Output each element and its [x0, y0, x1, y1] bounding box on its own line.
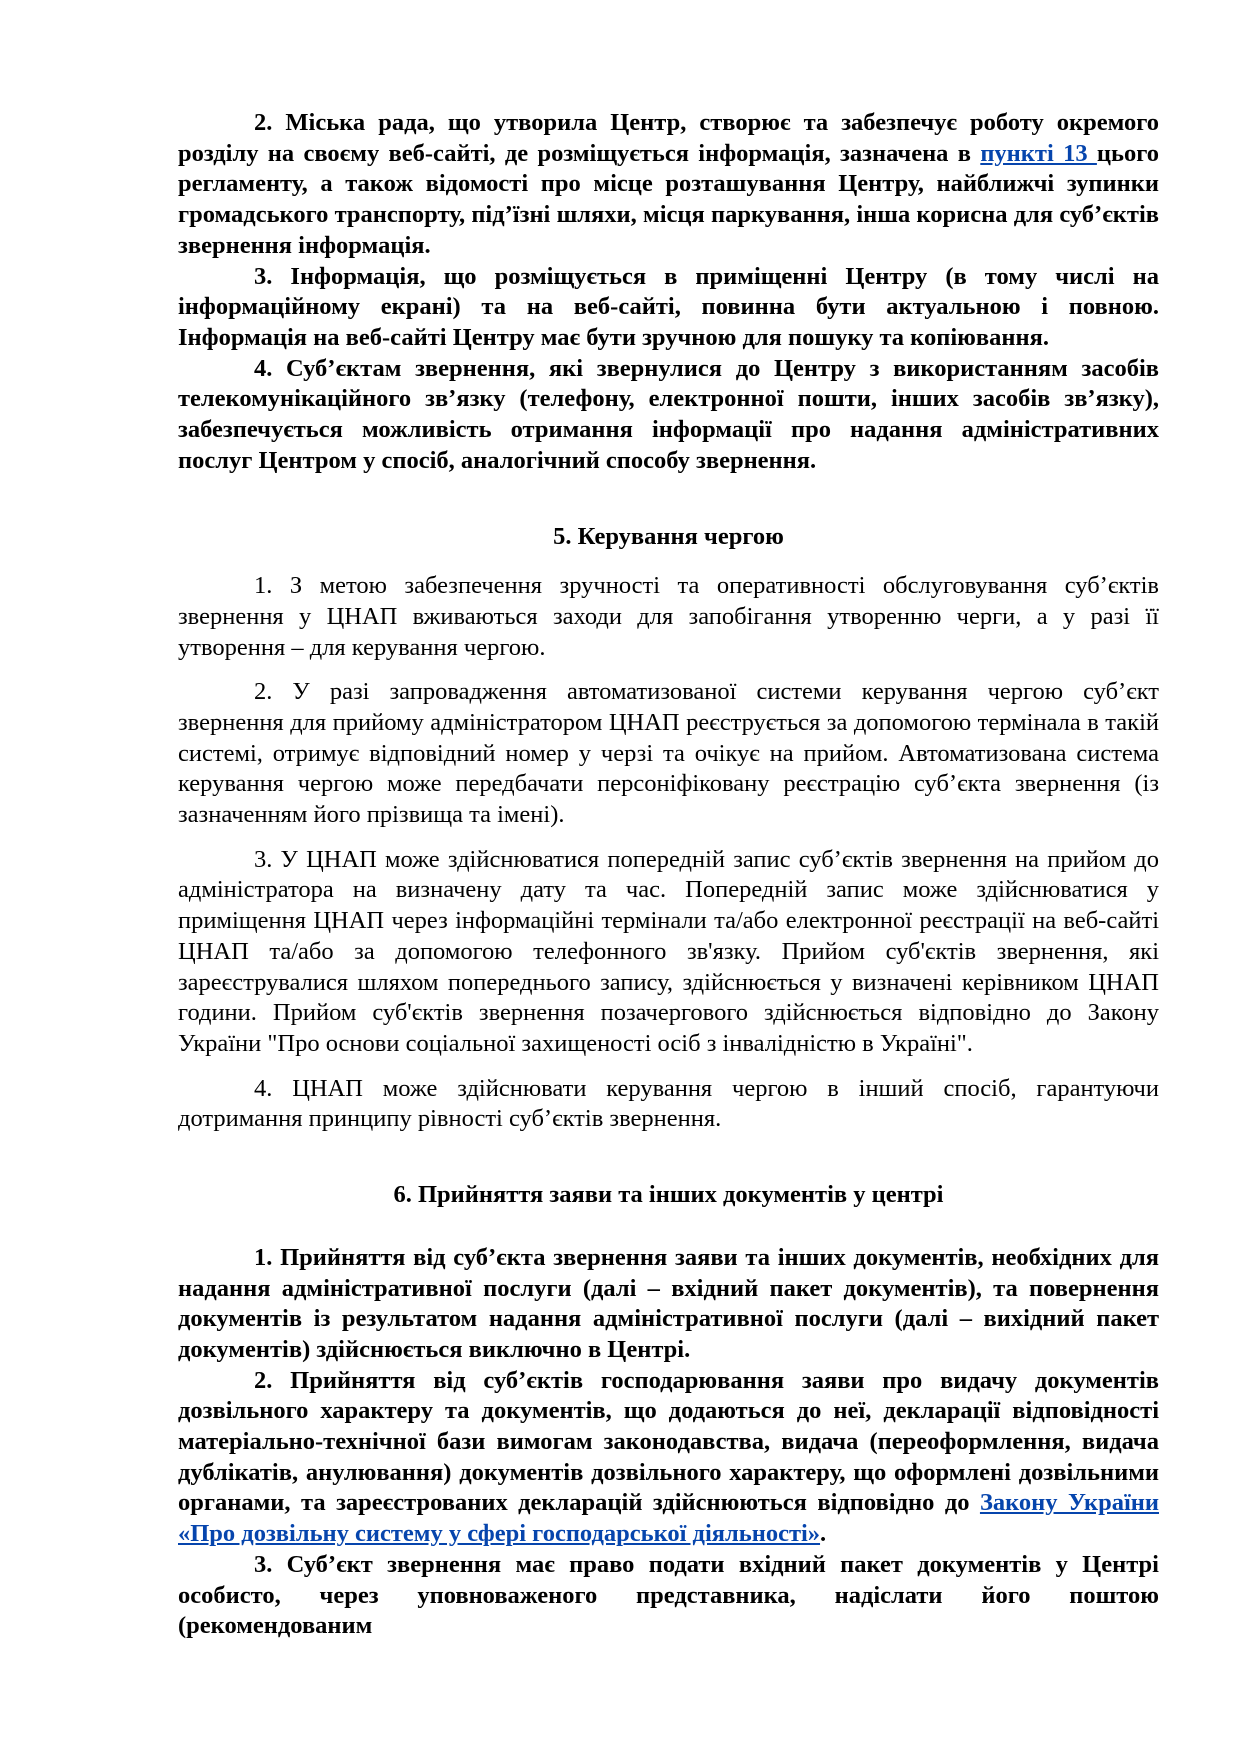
paragraph-telecom-requests: 4. Суб’єктам звернення, які звернулися до Центру з використанням засобів телекомунікаційного зв’язку (телефону, електронної пошти, інших засобів зв’язку), забезпечується можливість отримання інформації про надання адміністративних послуг Центром у спосіб, аналогічний способу звернення.: [178, 354, 1159, 474]
paragraph-website-section: [178, 108, 1159, 262]
queue-item: 4. ЦНАП може здійснювати керування чергою в інший спосіб, гарантуючи дотримання принципу рівності суб’єктів звернення.: [178, 1074, 1159, 1133]
link-permit-system-law[interactable]: Закону України «Про дозвільну систему у сфері господарської діяльності»: [178, 1489, 1160, 1548]
paragraph-text: 2. Прийняття від суб’єктів господарювання заяви про видачу документів дозвільного характеру та документів, що додаються до неї, декларації відповідності матеріально-технічної бази вимогам законодавства, видача (переоформлення, видача дублікатів, анулювання) документів дозвільного характеру, що оформлені дозвільними органами, та зареєстрованих декларацій здійснюються відповідно до: [178, 1366, 1159, 1517]
queue-item: 3. У ЦНАП може здійснюватися попередній запис суб’єктів звернення на прийом до адміністратора на визначену дату та час. Попередній запис може здійснюватися у приміщення ЦНАП через інформаційні термінали та/або електронної реєстрації на веб-сайті ЦНАП та/або за допомогою телефонного зв'язку. Прийом суб'єктів звернення, які зареєструвалися шляхом попереднього запису, здійснюється у визначені керівником ЦНАП години. Прийом суб'єктів звернення позачергового здійснюється відповідно до Закону України "Про основи соціальної захищеності осіб з інвалідністю в Україні".: [178, 845, 1159, 1057]
paragraph-text: цього регламенту, а також відомості про місце розташування Центру, найближчі зупинки громадського транспорту, під’їзні шляхи, місця паркування, інша корисна для суб’єктів звернення інформація.: [178, 139, 1159, 259]
paragraph-text: 2. Міська рада, що утворила Центр, створює та забезпечує роботу окремого розділу на своєму веб-сайті, де розміщується інформація, зазначена в: [178, 109, 1159, 167]
paragraph-info-relevance: 3. Інформація, що розміщується в приміщенні Центру (в тому числі на інформаційному екрані) та на веб-сайті, повинна бути актуальною і повною. Інформація на веб-сайті Центру має бути зручною для пошуку та копіювання.: [178, 262, 1159, 351]
section-heading-queue: 5. Керування чергою: [553, 523, 784, 551]
link-point-13[interactable]: пункті 13: [980, 139, 1097, 167]
paragraph-permit-documents: [178, 1366, 1159, 1550]
paragraph-submission-methods: 3. Суб’єкт звернення має право подати вхідний пакет документів у Центрі особисто, через уповноваженого представника, надіслати його поштою (рекомендованим: [178, 1550, 1159, 1640]
queue-item: 1. З метою забезпечення зручності та оперативності обслуговування суб’єктів звернення у ЦНАП вживаються заходи для запобігання утворенню черги, а у разі її утворення – для керування чергою.: [178, 572, 1159, 661]
section-heading-documents: 6. Прийняття заяви та інших документів у центрі: [393, 1181, 944, 1209]
queue-item: 2. У разі запровадження автоматизованої системи керування чергою суб’єкт звернення для прийому адміністратором ЦНАП реєструється за допомогою термінала в такій системі, отримує відповідний номер у черзі та очікує на прийом. Автоматизована система керування чергою може передбачати персоніфіковану реєстрацію суб’єкта звернення (із зазначенням його прізвища та імені).: [178, 678, 1159, 829]
paragraph-documents-acceptance: 1. Прийняття від суб’єкта звернення заяви та інших документів, необхідних для надання адміністративної послуги (далі – вхідний пакет документів), та повернення документів із результатом надання адміністративної послуги (далі – вихідний пакет документів) здійснюється виключно в Центрі.: [178, 1243, 1159, 1363]
paragraph-text: .: [820, 1520, 827, 1548]
document-body: [178, 108, 1159, 1642]
